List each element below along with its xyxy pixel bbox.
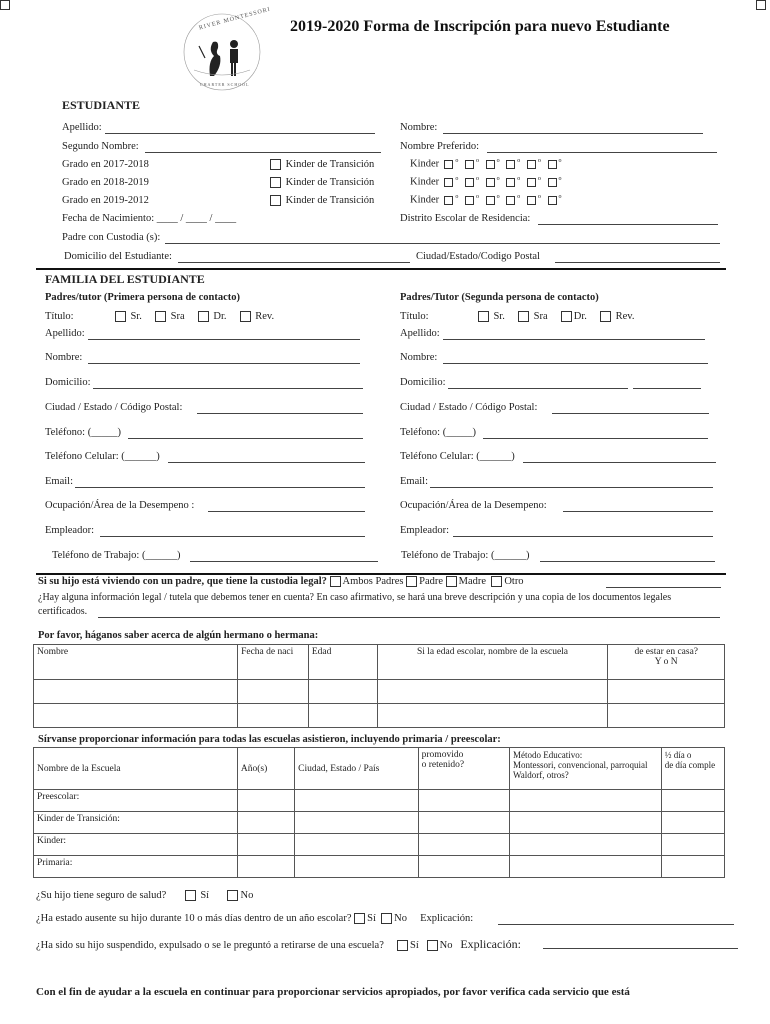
f2-empleador-field[interactable] xyxy=(453,536,713,537)
logo-text-bottom: CHARTER SCHOOL xyxy=(200,82,250,87)
preferido-label: Nombre Preferido: xyxy=(400,141,480,152)
grade-4-checkbox[interactable] xyxy=(506,196,515,205)
f1-email-label: Email: xyxy=(45,476,73,487)
siblings-header: Por favor, háganos saber acerca de algún hermano o hermana: xyxy=(38,630,319,641)
ausente-si-checkbox[interactable] xyxy=(354,913,365,924)
grade-5-checkbox[interactable] xyxy=(527,178,536,187)
grade-5-checkbox[interactable] xyxy=(527,160,536,169)
kt-row-3[interactable]: Kinder de Transición xyxy=(270,195,374,206)
kt-row-1[interactable]: Kinder de Transición xyxy=(270,159,374,170)
schools-header: Sírvanse proporcionar información para todas las escuelas asistieron, incluyendo primaria / preescolar: xyxy=(38,734,501,745)
f1-empleador-field[interactable] xyxy=(100,536,365,537)
apellido-field[interactable] xyxy=(105,133,375,134)
dr-checkbox[interactable] xyxy=(198,311,209,322)
kinder-grades-2: Kinder $^o$ $^o$ $^o$ $^o$ $^o$ $^o$ xyxy=(410,176,562,188)
table-row[interactable]: Primaria: xyxy=(34,856,725,878)
segundo-label: Segundo Nombre: xyxy=(62,141,139,152)
nombre-label: Nombre: xyxy=(400,122,438,133)
f1-domicilio-label: Domicilio: xyxy=(45,377,91,388)
f2-ocupacion-field[interactable] xyxy=(563,511,713,512)
grade-3-checkbox[interactable] xyxy=(486,160,495,169)
grade-1-checkbox[interactable] xyxy=(444,160,453,169)
f2-celular-label: Teléfono Celular: (______) xyxy=(400,451,515,462)
table-row[interactable]: Kinder de Transición: xyxy=(34,812,725,834)
sib-col-edad: Edad xyxy=(308,645,377,680)
siblings-table xyxy=(33,644,725,728)
school-logo xyxy=(180,6,272,94)
grade-2-checkbox[interactable] xyxy=(465,178,474,187)
f1-apellido-label: Apellido: xyxy=(45,328,85,339)
f1-ocupacion-label: Ocupación/Área de la Desempeno : xyxy=(45,500,195,511)
f1-telefono-field[interactable] xyxy=(128,438,363,439)
final-instruction: Con el fin de ayudar a la escuela en continuar para proporcionar servicios apropiados, por favor verifica cada servicio que está xyxy=(36,986,630,998)
sch-col-anos: Año(s) xyxy=(237,748,294,790)
dr-checkbox[interactable] xyxy=(561,311,572,322)
sra-checkbox[interactable] xyxy=(518,311,529,322)
titulo-row-2: Título: Sr. Sra Dr. Rev. xyxy=(400,311,635,322)
grade-1-checkbox[interactable] xyxy=(444,178,453,187)
ausente-no-checkbox[interactable] xyxy=(381,913,392,924)
legal-question: ¿Hay alguna información legal / tutela que debemos tener en cuenta? En caso afirmativo, se hará una breve descripción y una copia de los documentos legales xyxy=(38,592,672,603)
fecha-field[interactable]: ____ / ____ / ____ xyxy=(156,213,237,224)
kt-checkbox[interactable] xyxy=(270,177,281,188)
corner-mark-right xyxy=(756,0,766,10)
madre-checkbox[interactable] xyxy=(446,576,457,587)
sr-checkbox[interactable] xyxy=(115,311,126,322)
f2-ciudad-label: Ciudad / Estado / Código Postal: xyxy=(400,402,538,413)
kinder-grades-1: Kinder $^o$ $^o$ $^o$ $^o$ $^o$ $^o$ xyxy=(410,158,562,170)
f2-telefono-label: Teléfono: (_____) xyxy=(400,427,476,438)
rev-checkbox[interactable] xyxy=(600,311,611,322)
f2-celular-field[interactable] xyxy=(523,462,716,463)
legal-field[interactable] xyxy=(98,617,720,618)
sch-col-ciudad: Ciudad, Estado / País xyxy=(295,748,419,790)
grade-3-checkbox[interactable] xyxy=(486,196,495,205)
f1-celular-field[interactable] xyxy=(168,462,365,463)
f2-ciudad-field[interactable] xyxy=(552,413,709,414)
grade-3-checkbox[interactable] xyxy=(486,178,495,187)
kt-checkbox[interactable] xyxy=(270,159,281,170)
f1-trabajo-label: Teléfono de Trabajo: (______) xyxy=(52,550,181,561)
f2-empleador-label: Empleador: xyxy=(400,525,449,536)
sch-col-metodo: Método Educativo: Montessori, convencional, parroquial Waldorf, otros? xyxy=(510,748,662,790)
seguro-si-checkbox[interactable] xyxy=(185,890,196,901)
custodia-field[interactable] xyxy=(165,243,720,244)
f2-apellido-label: Apellido: xyxy=(400,328,440,339)
otro-field[interactable] xyxy=(606,587,721,588)
titulo-row-1: Título: Sr. Sra Dr. Rev. xyxy=(45,311,275,322)
preferido-field[interactable] xyxy=(487,152,717,153)
f1-celular-label: Teléfono Celular: (______) xyxy=(45,451,160,462)
grado-2018-label: Grado en 2018-2019 xyxy=(62,177,149,188)
f2-email-label: Email: xyxy=(400,476,428,487)
f1-ciudad-field[interactable] xyxy=(197,413,363,414)
otro-checkbox[interactable] xyxy=(491,576,502,587)
grade-1-checkbox[interactable] xyxy=(444,196,453,205)
rev-checkbox[interactable] xyxy=(240,311,251,322)
segundo-field[interactable] xyxy=(145,152,381,153)
distrito-field[interactable] xyxy=(538,224,718,225)
ciudad-field[interactable] xyxy=(555,262,720,263)
sib-col-casa: de estar en casa? Y o N xyxy=(608,645,725,680)
sch-col-dia: ½ día o de día comple xyxy=(661,748,724,790)
kt-row-2[interactable]: Kinder de Transición xyxy=(270,177,374,188)
suspendido-explicacion-field[interactable] xyxy=(543,948,738,949)
f1-apellido-field[interactable] xyxy=(88,339,360,340)
domicilio-field[interactable] xyxy=(178,262,410,263)
schools-table xyxy=(33,747,725,878)
sch-col-promovido: promovido o retenido? xyxy=(418,748,509,790)
f1-trabajo-field[interactable] xyxy=(190,561,378,562)
sr-checkbox[interactable] xyxy=(478,311,489,322)
section-divider-2 xyxy=(36,573,726,575)
f1-telefono-label: Teléfono: (_____) xyxy=(45,427,121,438)
sib-col-escuela: Si la edad escolar, nombre de la escuela xyxy=(377,645,608,680)
ambos-checkbox[interactable] xyxy=(330,576,341,587)
grado-2017-label: Grado en 2017-2018 xyxy=(62,159,149,170)
seguro-row: ¿Su hijo tiene seguro de salud? Sí No xyxy=(36,890,254,901)
f1-domicilio-field[interactable] xyxy=(93,388,363,389)
kt-checkbox[interactable] xyxy=(270,195,281,206)
sib-col-fecha: Fecha de naci xyxy=(238,645,309,680)
contact2-header: Padres/Tutor (Segunda persona de contacto) xyxy=(400,292,599,303)
f2-ocupacion-label: Ocupación/Área de la Desempeno: xyxy=(400,500,547,511)
grade-6-checkbox[interactable] xyxy=(548,178,557,187)
f1-ciudad-label: Ciudad / Estado / Código Postal: xyxy=(45,402,183,413)
ciudad-label: Ciudad/Estado/Codigo Postal xyxy=(416,251,540,262)
table-row[interactable] xyxy=(34,680,725,704)
seguro-no-checkbox[interactable] xyxy=(227,890,238,901)
grade-4-checkbox[interactable] xyxy=(506,160,515,169)
section-divider xyxy=(36,268,726,270)
domicilio-label: Domicilio del Estudiante: xyxy=(64,251,172,262)
family-header: FAMILIA DEL ESTUDIANTE xyxy=(45,272,205,286)
padre-checkbox[interactable] xyxy=(406,576,417,587)
apellido-label: Apellido: xyxy=(62,122,102,133)
sch-col-nombre: Nombre de la Escuela xyxy=(34,748,238,790)
sra-checkbox[interactable] xyxy=(155,311,166,322)
grade-5-checkbox[interactable] xyxy=(527,196,536,205)
logo-text-top: RIVER MONTESSORI xyxy=(198,6,272,32)
custodia-label: Padre con Custodia (s): xyxy=(62,232,161,243)
kinder-grades-3: Kinder $^o$ $^o$ $^o$ $^o$ $^o$ $^o$ xyxy=(410,194,562,206)
legal-question-cont: certificados. xyxy=(38,606,88,617)
suspendido-row: ¿Ha sido su hijo suspendido, expulsado o se le preguntó a retirarse de una escuela? Sí No Explicación: xyxy=(36,937,521,951)
f1-empleador-label: Empleador: xyxy=(45,525,94,536)
contact1-header: Padres/tutor (Primera persona de contacto) xyxy=(45,292,240,303)
ausente-explicacion-field[interactable] xyxy=(498,924,734,925)
nombre-field[interactable] xyxy=(443,133,703,134)
table-row[interactable]: Preescolar: xyxy=(34,790,725,812)
f2-trabajo-field[interactable] xyxy=(540,561,715,562)
suspendido-si-checkbox[interactable] xyxy=(397,940,408,951)
f2-nombre-label: Nombre: xyxy=(400,352,438,363)
f1-nombre-field[interactable] xyxy=(88,363,360,364)
grade-6-checkbox[interactable] xyxy=(548,196,557,205)
f2-email-field[interactable] xyxy=(430,487,713,488)
f1-ocupacion-field[interactable] xyxy=(208,511,365,512)
f2-telefono-field[interactable] xyxy=(483,438,708,439)
f2-trabajo-label: Teléfono de Trabajo: (______) xyxy=(401,550,530,561)
suspendido-no-checkbox[interactable] xyxy=(427,940,438,951)
f2-domicilio-label: Domicilio: xyxy=(400,377,446,388)
f2-apellido-field[interactable] xyxy=(443,339,705,340)
f1-email-field[interactable] xyxy=(75,487,365,488)
f1-nombre-label: Nombre: xyxy=(45,352,83,363)
grade-2-checkbox[interactable] xyxy=(465,160,474,169)
table-row[interactable] xyxy=(34,704,725,728)
table-row[interactable]: Kinder: xyxy=(34,834,725,856)
distrito-label: Distrito Escolar de Residencia: xyxy=(400,213,531,224)
sib-col-nombre: Nombre xyxy=(34,645,238,680)
f2-domicilio-field-2[interactable] xyxy=(633,388,701,389)
student-header: ESTUDIANTE xyxy=(62,98,141,112)
grade-6-checkbox[interactable] xyxy=(548,160,557,169)
ausente-row: ¿Ha estado ausente su hijo durante 10 o más días dentro de un año escolar? Sí No Explicación: xyxy=(36,913,474,924)
f2-domicilio-field[interactable] xyxy=(448,388,628,389)
grade-4-checkbox[interactable] xyxy=(506,178,515,187)
grade-2-checkbox[interactable] xyxy=(465,196,474,205)
corner-mark-left xyxy=(0,0,10,10)
page-title: 2019-2020 Forma de Inscripción para nuevo Estudiante xyxy=(290,18,670,35)
fecha-label: Fecha de Nacimiento: ____ / ____ / ____ xyxy=(62,213,237,224)
grado-2019-label: Grado en 2019-2012 xyxy=(62,195,149,206)
custody-row: Si su hijo está viviendo con un padre, que tiene la custodia legal? Ambos Padres Padre Madre Otro xyxy=(38,576,524,587)
f2-nombre-field[interactable] xyxy=(443,363,708,364)
